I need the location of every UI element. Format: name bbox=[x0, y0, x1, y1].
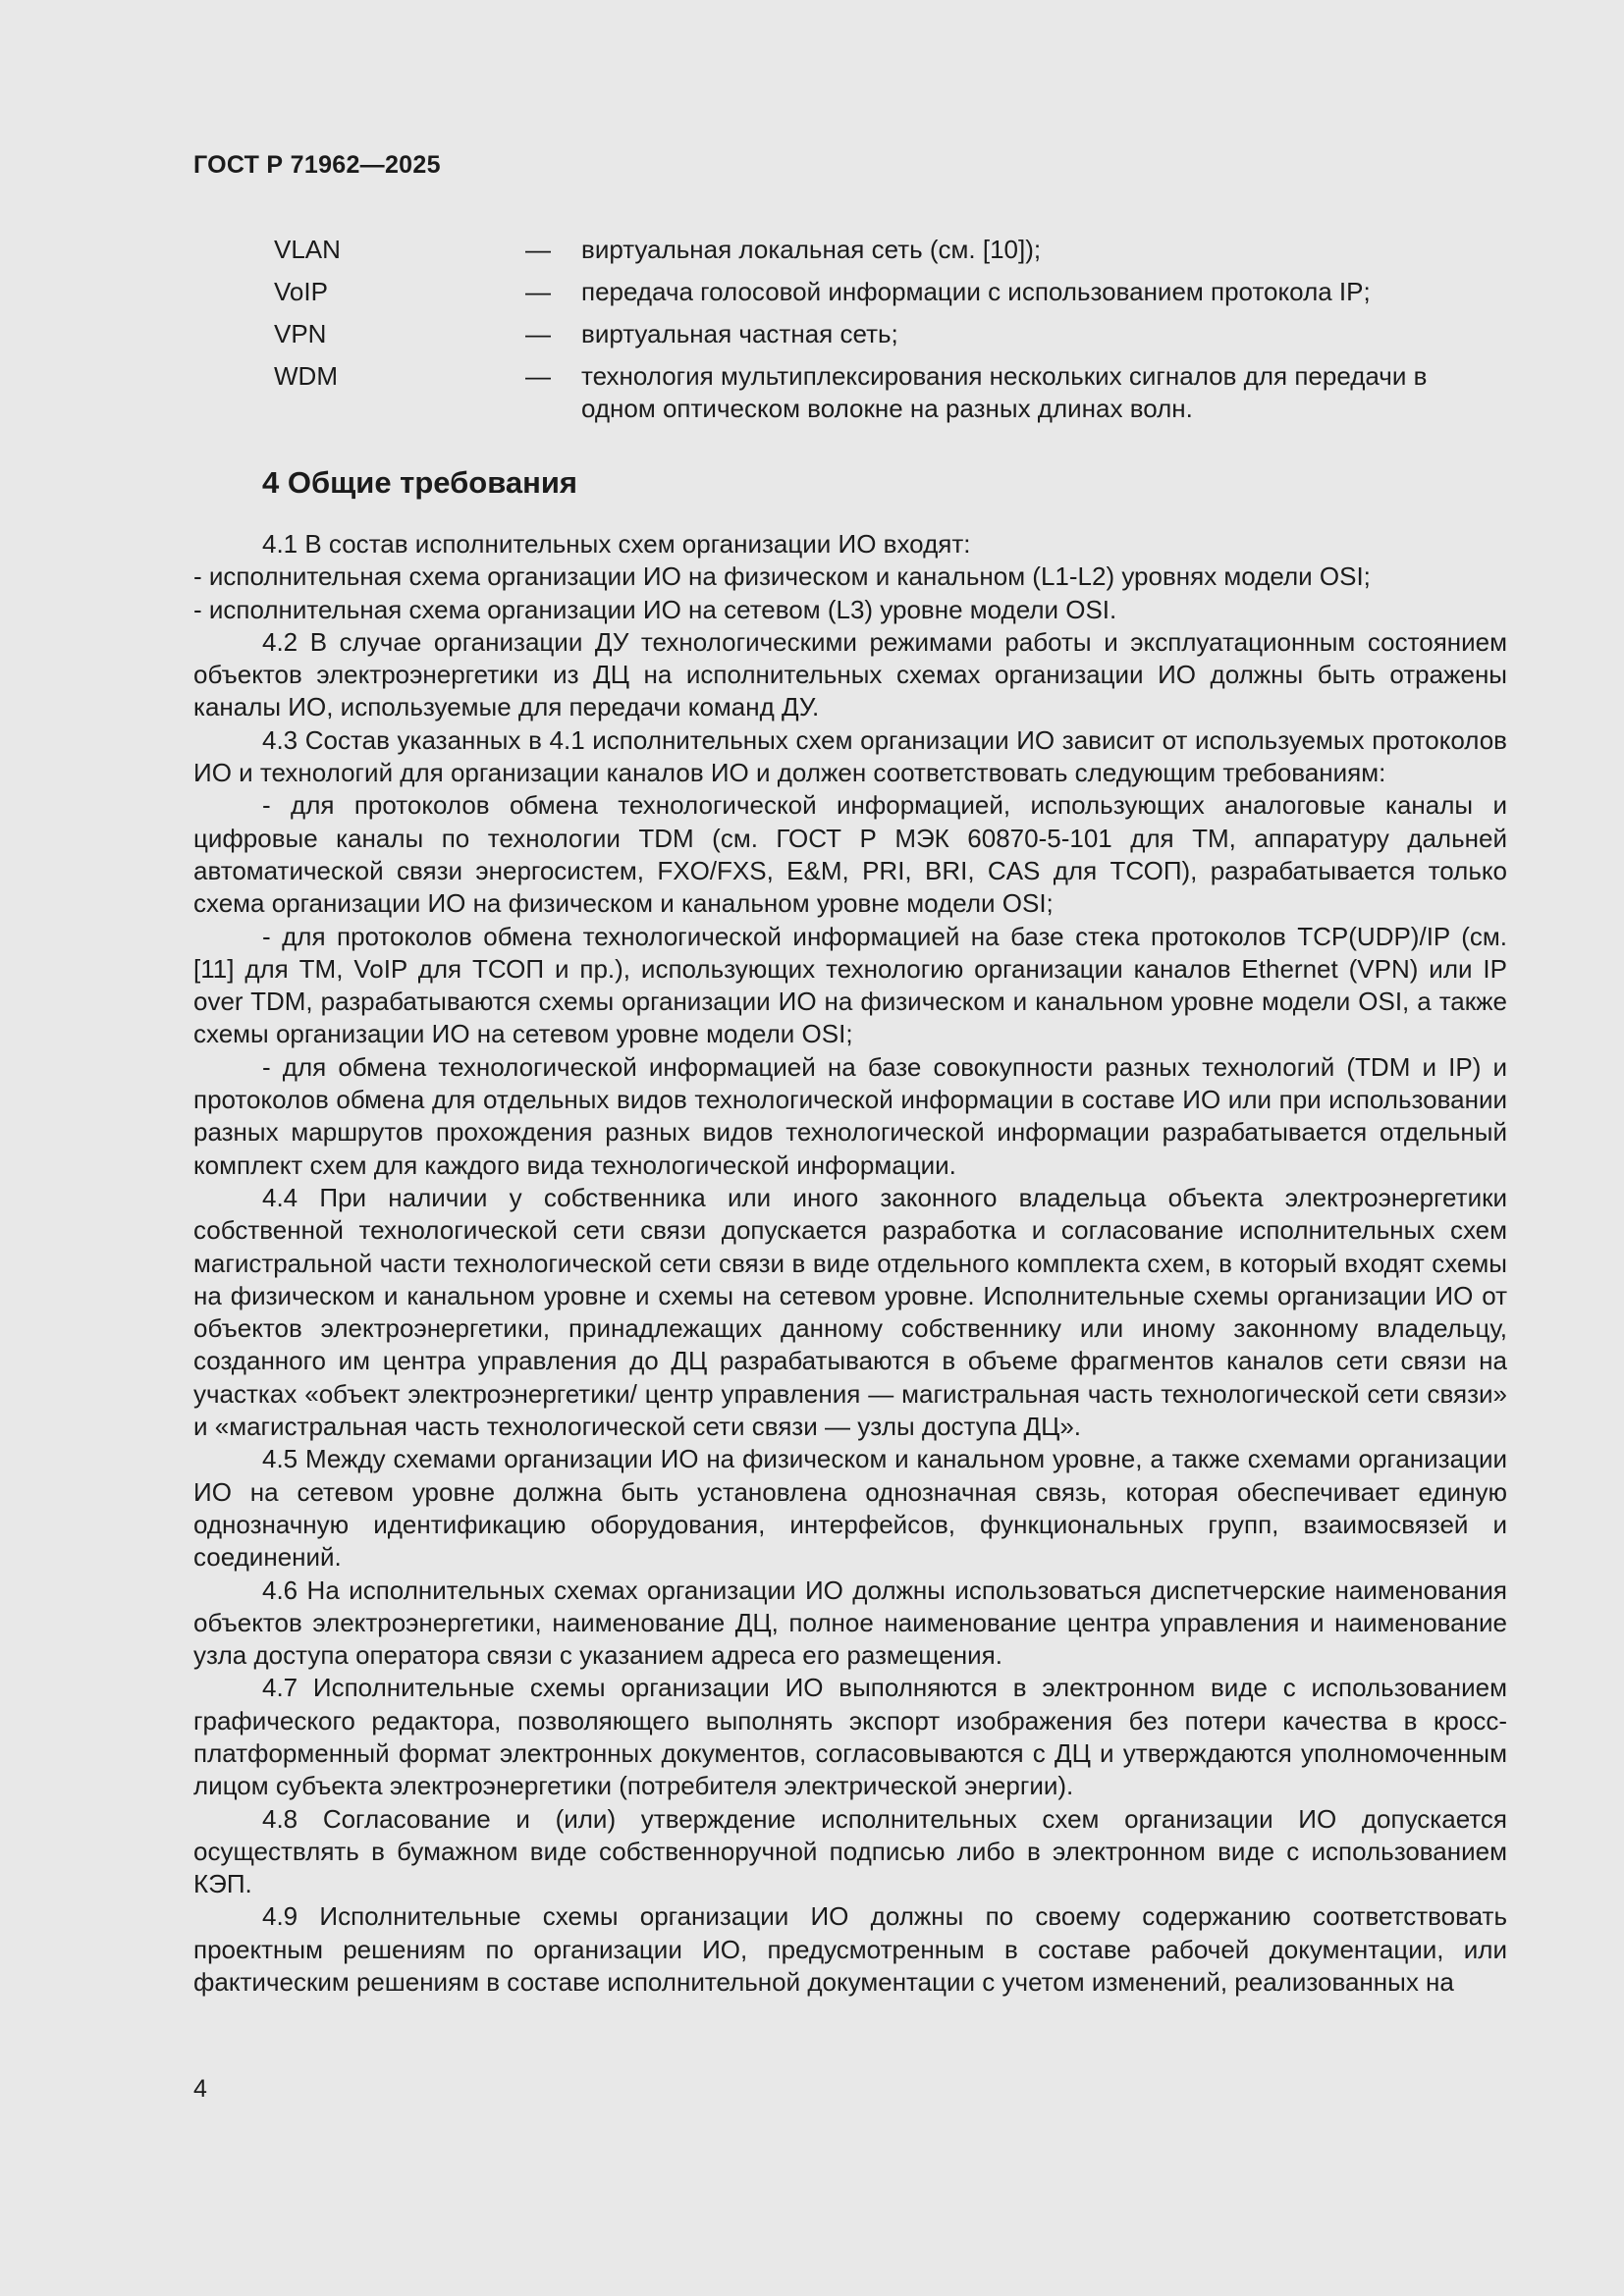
list-item: - для обмена технологической информацией на базе совокупности разных технологий (TDM и IP) и протоколов обмена для отдельных видов технологической информации в составе ИО или при использовании разных маршрутов прохождения разных видов технологической информации разрабатывается отдельный комплект схем для каждого вида технологической информации. bbox=[193, 1051, 1507, 1180]
abbreviation-dash: — bbox=[525, 277, 551, 306]
abbreviation-row bbox=[274, 276, 1508, 308]
abbreviation-dash: — bbox=[525, 235, 551, 264]
paragraph: 4.1 В состав исполнительных схем организации ИО входят: bbox=[262, 529, 971, 559]
page-number: 4 bbox=[193, 2075, 207, 2103]
abbreviation-definition: передача голосовой информации с использованием протокола IP; bbox=[581, 277, 1371, 306]
section-heading: 4 Общие требования bbox=[262, 465, 577, 500]
abbreviation-term: VPN bbox=[274, 319, 327, 348]
paragraph: 4.6 На исполнительных схемах организации ИО должны использоваться диспетчерские наименования объектов электроэнергетики, наименование ДЦ, полное наименование центра управления и наименование узла доступа оператора связи с указанием адреса его размещения. bbox=[193, 1575, 1507, 1671]
abbreviation-definition: виртуальная частная сеть; bbox=[581, 319, 898, 348]
list-item: - для протоколов обмена технологической информацией на базе стека протоколов TCP(UDP)/IP (см. [11] для ТМ, VoIP для ТСОП и пр.), использующих технологию организации каналов Ethernet (VPN) или IP over TDM, разрабатываются схемы организации ИО на физическом и канальном уровне модели OSI, а также схемы организации ИО на сетевом уровне модели OSI; bbox=[193, 921, 1507, 1049]
section-body bbox=[193, 528, 1507, 1999]
paragraph: 4.9 Исполнительные схемы организации ИО должны по своему содержанию соответствовать проектным решениям по организации ИО, предусмотренным в составе рабочей документации, или фактическим решениям в составе исполнительной документации с учетом изменений, реализованных на bbox=[193, 1901, 1507, 1998]
abbreviation-term: VLAN bbox=[274, 235, 341, 264]
paragraph: 4.8 Согласование и (или) утверждение исполнительных схем организации ИО допускается осуществлять в бумажном виде собственноручной подписью либо в электронном виде с использованием КЭП. bbox=[193, 1803, 1507, 1899]
paragraph: 4.2 В случае организации ДУ технологическими режимами работы и эксплуатационным состоянием объектов электроэнергетики из ДЦ на исполнительных схемах организации ИО должны быть отражены каналы ИО, используемые для передачи команд ДУ. bbox=[193, 626, 1507, 722]
abbreviation-list bbox=[274, 234, 1508, 435]
paragraph: 4.5 Между схемами организации ИО на физическом и канальном уровне, а также схемами организации ИО на сетевом уровне должна быть установлена однозначная связь, которая обеспечивает единую однозначную идентификацию оборудования, интерфейсов, функциональных групп, взаимосвязей и соединений. bbox=[193, 1444, 1507, 1573]
abbreviation-row bbox=[274, 234, 1508, 266]
abbreviation-term: VoIP bbox=[274, 277, 328, 306]
abbreviation-dash: — bbox=[525, 319, 551, 348]
abbreviation-definition: технология мультиплексирования нескольких сигналов для передачи в одном оптическом волокне на разных длинах волн. bbox=[581, 361, 1428, 423]
abbreviation-term: WDM bbox=[274, 361, 338, 391]
abbreviation-row bbox=[274, 360, 1508, 425]
list-item: - для протоколов обмена технологической информацией, использующих аналоговые каналы и цифровые каналы по технологии TDM (см. ГОСТ Р МЭК 60870-5-101 для ТМ, аппаратуру дальней автоматической связи энергосистем, FXO/FXS, E&M, PRI, BRI, CAS для ТСОП), разрабатывается только схема организации ИО на физическом и канальном уровне модели OSI; bbox=[193, 790, 1507, 919]
list-item: - исполнительная схема организации ИО на физическом и канальном (L1-L2) уровнях модели OSI; bbox=[193, 561, 1371, 592]
abbreviation-dash: — bbox=[525, 361, 551, 391]
document-header: ГОСТ Р 71962—2025 bbox=[193, 151, 441, 179]
list-item: - исполнительная схема организации ИО на сетевом (L3) уровне модели OSI. bbox=[193, 594, 1117, 624]
abbreviation-definition: виртуальная локальная сеть (см. [10]); bbox=[581, 235, 1042, 264]
abbreviation-row bbox=[274, 318, 1508, 350]
paragraph: 4.3 Состав указанных в 4.1 исполнительных схем организации ИО зависит от используемых протоколов ИО и технологий для организации каналов ИО и должен соответствовать следующим требованиям: bbox=[193, 724, 1507, 788]
paragraph: 4.4 При наличии у собственника или иного законного владельца объекта электроэнергетики собственной технологической сети связи допускается разработка и согласование исполнительных схем магистральной части технологической сети связи в виде отдельного комплекта схем, в который входят схемы на физическом и канальном уровне и схемы на сетевом уровне. Исполнительные схемы организации ИО от объектов электроэнергетики, принадлежащих данному собственнику или иному законному владельцу, созданного им центра управления до ДЦ разрабатываются в объеме фрагментов каналов сети связи на участках «объект электроэнергетики/ центр управления — магистральная часть технологической сети связи» и «магистральная часть технологической сети связи — узлы доступа ДЦ». bbox=[193, 1182, 1507, 1442]
paragraph: 4.7 Исполнительные схемы организации ИО выполняются в электронном виде с использованием графического редактора, позволяющего выполнять экспорт изображения без потери качества в кросс-платформенный формат электронных документов, согласовываются с ДЦ и утверждаются уполномоченным лицом субъекта электроэнергетики (потребителя электрической энергии). bbox=[193, 1673, 1507, 1801]
